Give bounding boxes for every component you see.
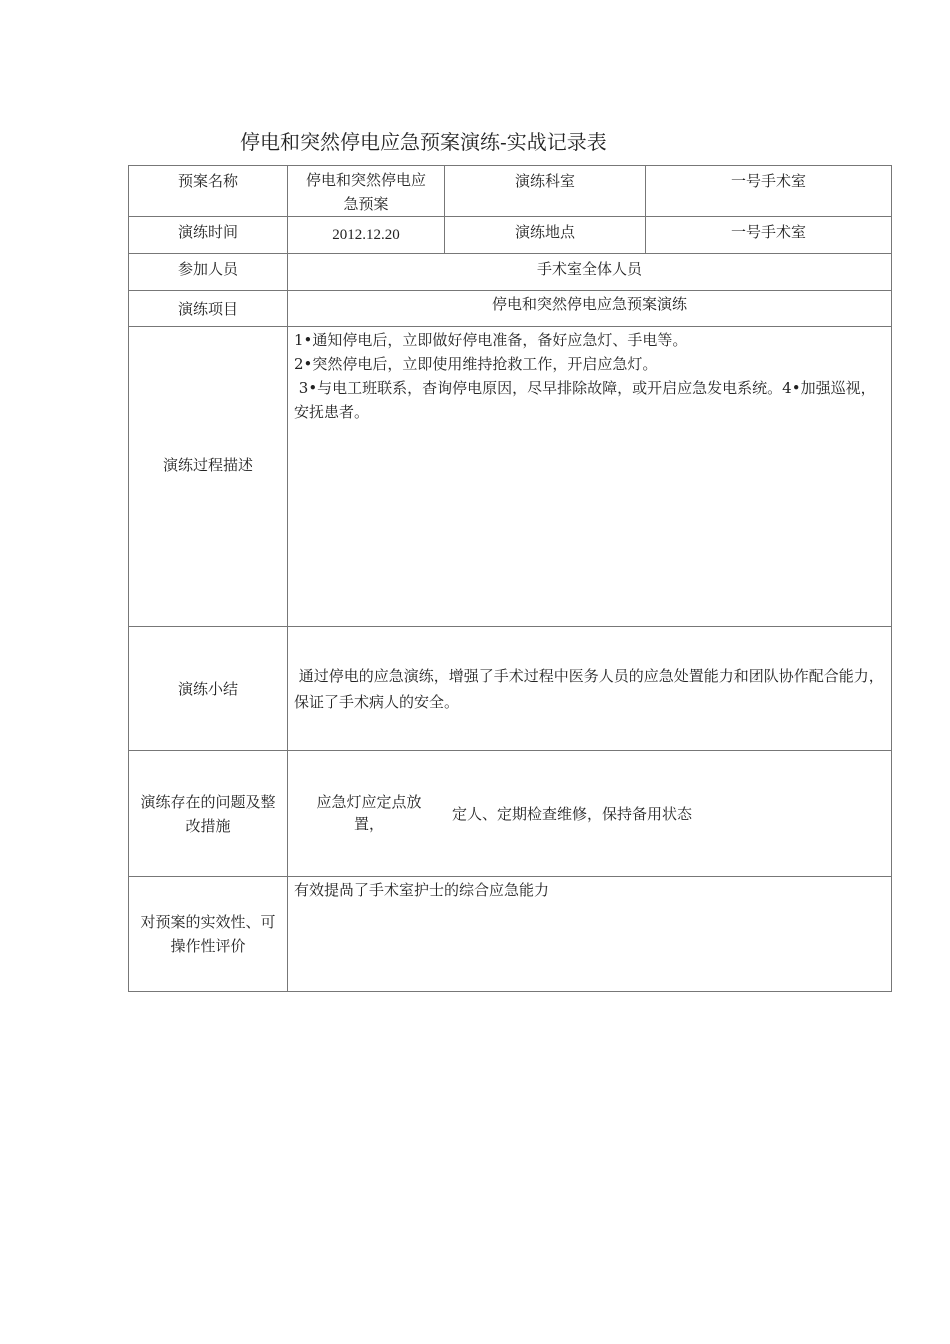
- evaluation-value: 有效提咼了手术室护士的综合应急能力: [288, 877, 892, 992]
- plan-name-label: 预案名称: [129, 166, 288, 217]
- table-row: [129, 751, 892, 877]
- table-row: [129, 291, 892, 327]
- table-row: [129, 166, 892, 217]
- process-line: 2•突然停电后，立即使用维持抢救工作，开启应急灯。: [294, 355, 658, 373]
- plan-name-text: 停电和突然停电应急预案: [306, 171, 427, 213]
- dept-label: 演练科室: [445, 166, 646, 217]
- location-value: 一号手术室: [646, 217, 892, 254]
- dept-value: 一号手术室: [646, 166, 892, 217]
- participants-label: 参加人员: [129, 254, 288, 291]
- participants-value: 手术室全体人员: [288, 254, 892, 291]
- issues-part-1: 应急灯应定点放置，: [316, 793, 422, 833]
- process-description: [288, 327, 892, 627]
- project-value: 停电和突然停电应急预案演练: [288, 291, 892, 327]
- location-label: 演练地点: [445, 217, 646, 254]
- table-row: [129, 217, 892, 254]
- process-line: 1•通知停电后，立即做好停电准备，备好应急灯、手电等。: [294, 331, 688, 349]
- issues-label: [129, 751, 288, 877]
- evaluation-label: [129, 877, 288, 992]
- table-row: [129, 877, 892, 992]
- time-label: 演练时间: [129, 217, 288, 254]
- summary-label: 演练小结: [129, 627, 288, 751]
- issues-label-text: 演练存在的问题及整改措施: [140, 792, 276, 835]
- time-value: 2012.12.20: [288, 217, 445, 254]
- process-line: 3•与电工班联系，杳询停电原因，尽早排除故障，或开启应急发电系统。4•加强巡视，安抚患者。: [294, 379, 876, 421]
- issues-value: [288, 751, 892, 877]
- table-row: [129, 627, 892, 751]
- plan-name-value: [288, 166, 445, 217]
- table-row: [129, 327, 892, 627]
- document-title: 停电和突然停电应急预案演练-实战记录表: [240, 130, 607, 154]
- summary-value: 通过停电的应急演练，增强了手术过程中医务人员的应急处置能力和团队协作配合能力，保证了手术病人的安全。: [288, 627, 892, 751]
- project-label: 演练项目: [129, 291, 288, 327]
- drill-record-table: [128, 165, 892, 992]
- process-label: 演练过程描述: [129, 327, 288, 627]
- issues-part-2: 定人、定期检查维修，保持备用状态: [452, 805, 693, 823]
- evaluation-label-text: 对预案的实效性、可操作性评价: [140, 913, 276, 955]
- table-row: [129, 254, 892, 291]
